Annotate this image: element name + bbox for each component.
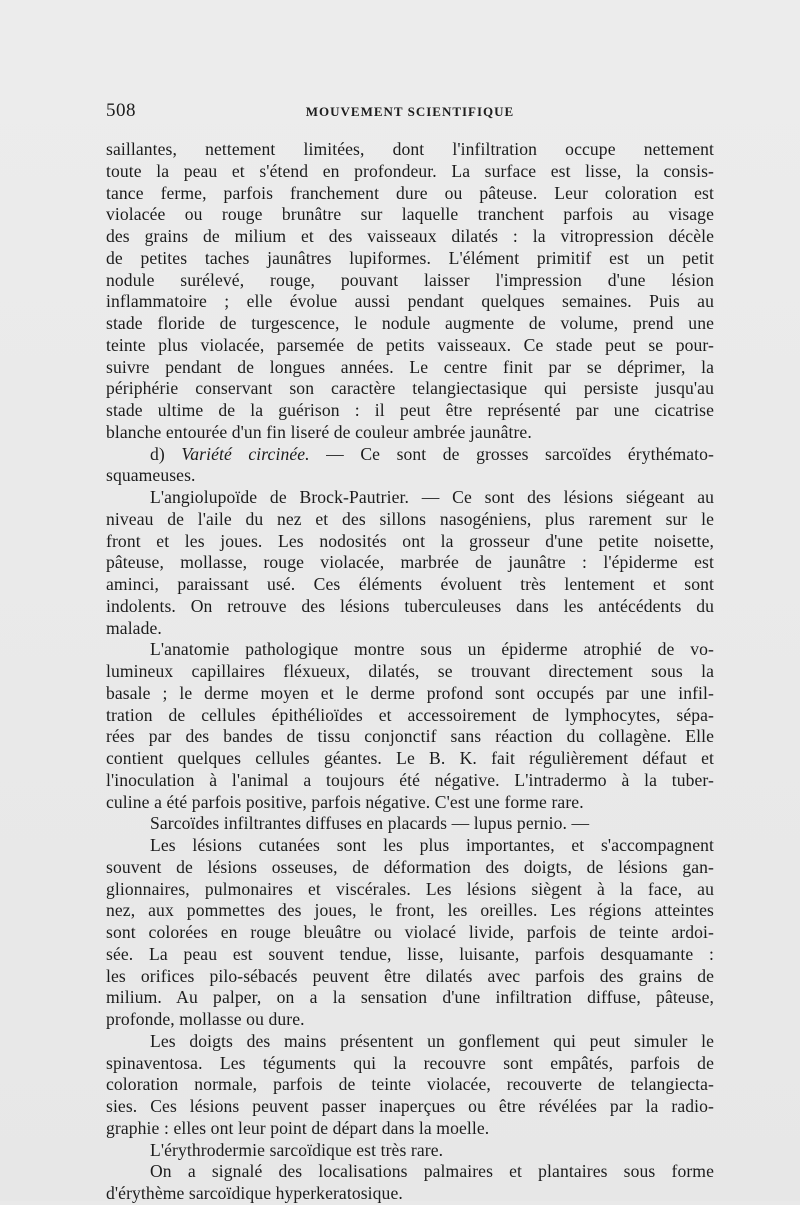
text-line: tration de cellules épithélioïdes et accessoirement de lymphocytes, sépa- [106,704,714,725]
text-line: profonde, mollasse ou dure. [106,1009,305,1029]
text-line: stade ultime de la guérison : il peut être représenté par une cicatrise [106,400,714,420]
text-line: niveau de l'aile du nez et des sillons nasogéniens, plus rarement sur le [106,508,714,529]
text-line: violacée ou rouge brunâtre sur laquelle tranchent parfois au visage [106,204,714,225]
text-line: des grains de milium et des vaisseaux dilatés : la vitropression décèle [106,226,714,246]
text-line: rées par des bandes de tissu conjonctif sans réaction du collagène. Elle [106,726,714,747]
text-line: contient quelques cellules géantes. Le B. K. fait régulièrement défaut et [106,748,714,768]
text-line: sies. Ces lésions peuvent passer inaperçues ou être révélées par la radio- [106,1096,714,1116]
text-line: nodule surélevé, rouge, pouvant laisser l'impression d'une lésion [106,269,714,290]
text-line: teinte plus violacée, parsemée de petits vaisseaux. Ce stade peut se pour- [106,334,714,355]
paragraph-p5 [106,813,714,835]
paragraph-p7 [106,1031,714,1140]
text-line [106,444,714,466]
text-line: tance ferme, parfois franchement dure ou pâteuse. Leur coloration est [106,182,714,203]
text-line: nez, aux pommettes des joues, le front, les oreilles. Les régions atteintes [106,900,714,921]
paragraph-p6 [106,835,714,1031]
text-line: les orifices pilo-sébacés peuvent être dilatés avec parfois des grains de [106,965,714,986]
text-line: pâteuse, mollasse, rouge violacée, marbrée de jaunâtre : l'épiderme est [106,552,714,573]
text-line: Les doigts des mains présentent un gonflement qui peut simuler le [150,1030,714,1051]
text-line: L'érythrodermie sarcoïdique est très rare. [150,1139,444,1160]
text-line: saillantes, nettement limitées, dont l'infiltration occupe nettement [106,139,714,159]
paragraph-p1 [106,139,714,444]
paragraph-p4 [106,639,714,813]
text-line: d'érythème sarcoïdique hyperkeratosique. [106,1183,403,1203]
text-line: Les lésions cutanées sont les plus importantes, et s'accompagnent [150,835,714,855]
variety-heading: Variété circinée. [181,443,310,464]
text-line: lumineux capillaires fléxueux, dilatés, se trouvant directement sous la [106,661,714,681]
paragraph-p2 [106,444,714,488]
text-line: On a signalé des localisations palmaires et plantaires sous forme [150,1161,714,1182]
paragraph-p8 [106,1140,714,1162]
text-line: souvent de lésions osseuses, de déformation des doigts, de lésions gan- [106,856,714,877]
text-line: de petites taches jaunâtres lupiformes. L'élément primitif est un petit [106,247,714,268]
text-line: blanche entourée d'un fin liseré de couleur ambrée jaunâtre. [106,421,532,442]
text-line: inflammatoire ; elle évolue aussi pendant quelques semaines. Puis au [106,291,714,312]
list-marker: d) [150,443,182,464]
text-line: L'anatomie pathologique montre sous un épiderme atrophié de vo- [150,639,714,660]
text-line: indolents. On retrouve des lésions tuberculeuses dans les antécédents du [106,595,714,616]
text-line: périphérie conservant son caractère telangiectasique qui persiste jusqu'au [106,378,714,399]
text-run: — Ce sont de grosses sarcoïdes érythémato- [309,443,714,464]
text-line: squameuses. [106,465,196,486]
body-text [106,139,714,1205]
text-line: front et les joues. Les nodosités ont la grosseur d'une petite noisette, [106,530,714,551]
text-line: culine a été parfois positive, parfois négative. C'est une forme rare. [106,791,584,812]
text-line: milium. Au palper, on a la sensation d'une infiltration diffuse, pâteuse, [106,987,714,1008]
text-line: basale ; le derme moyen et le derme profond sont occupés par une infil- [106,682,714,703]
text-line: glionnaires, pulmonaires et viscérales. Les lésions siègent à la face, au [106,878,714,899]
running-title: MOUVEMENT SCIENTIFIQUE [305,104,515,119]
text-line: toute la peau et s'étend en profondeur. La surface est lisse, la consis- [106,160,714,181]
text-line: L'angiolupoïde de Brock-Pautrier. — Ce sont des lésions siégeant au [150,487,714,507]
text-line: l'inoculation à l'animal a toujours été négative. L'intradermo à la tuber- [106,769,714,790]
text-line: spinaventosa. Les téguments qui la recouvre sont empâtés, parfois de [106,1052,714,1073]
text-line: suivre pendant de longues années. Le centre finit par se déprimer, la [106,356,714,377]
page-header [106,100,714,124]
page-number: 508 [106,100,136,121]
text-line: graphie : elles ont leur point de départ dans la moelle. [106,1117,490,1138]
paragraph-p3 [106,487,714,639]
text-line: stade floride de turgescence, le nodule augmente de volume, prend une [106,313,714,333]
text-line: coloration normale, parfois de teinte violacée, recouverte de telangiecta- [106,1074,714,1095]
text-line: sont colorées en rouge bleuâtre ou violacé livide, parfois de teinte ardoi- [106,922,714,942]
text-line: Sarcoïdes infiltrantes diffuses en placards — lupus pernio. — [150,813,590,834]
text-line: aminci, paraissant usé. Ces éléments évoluent très lentement et sont [106,574,714,594]
paragraph-p9 [106,1161,714,1205]
text-line: malade. [106,617,162,638]
text-line: sée. La peau est souvent tendue, lisse, luisante, parfois desquamante : [106,943,714,964]
